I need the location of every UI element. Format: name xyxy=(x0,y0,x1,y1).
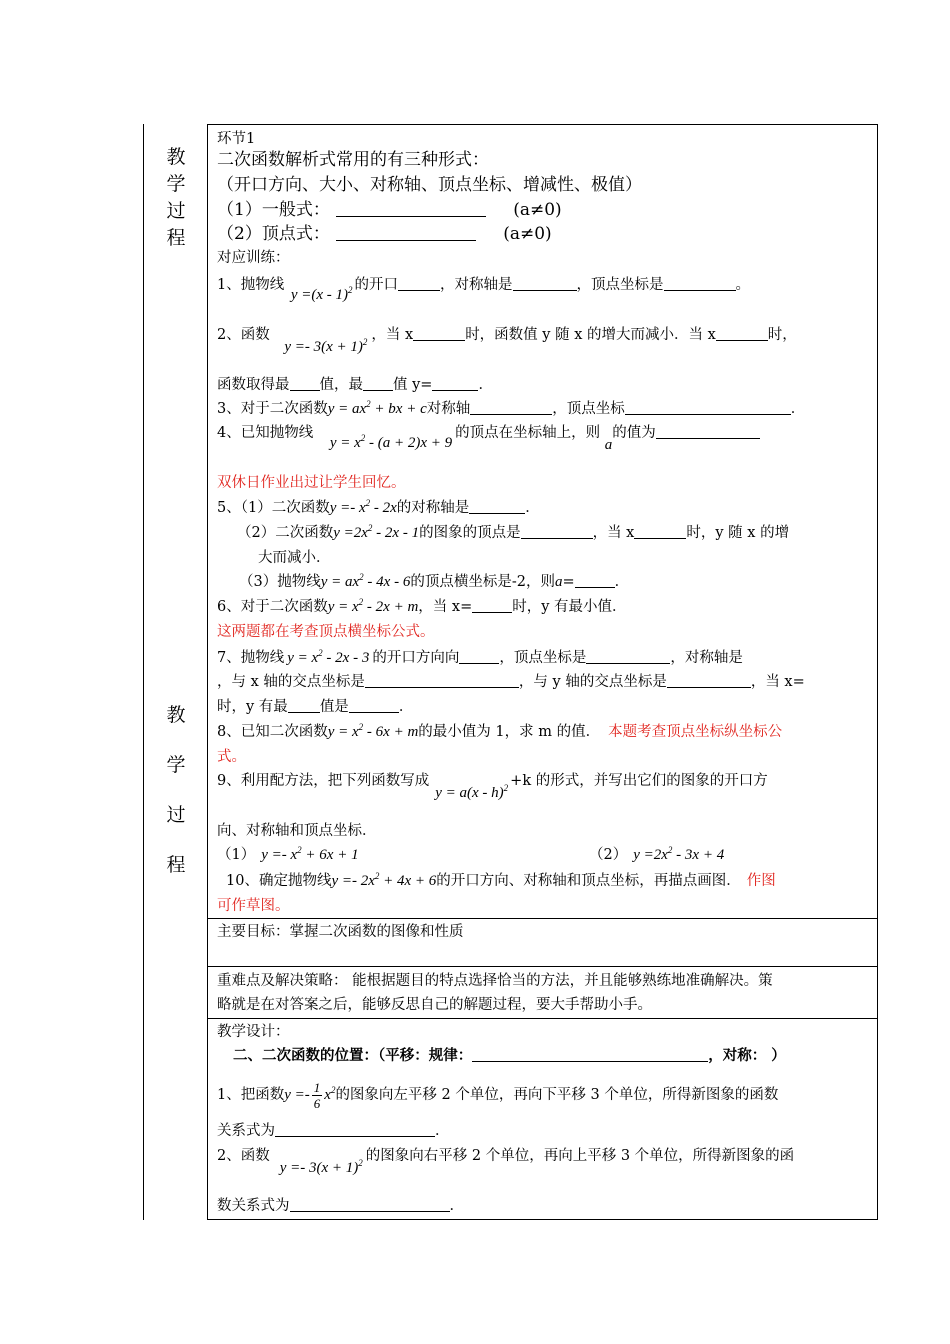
side-char: 程 xyxy=(166,227,186,249)
formula: y =(x - 1)$^2$ xyxy=(290,285,353,303)
answer-blank[interactable] xyxy=(398,276,440,291)
formula: $y =- x^2 - 2x$ xyxy=(329,498,397,516)
side-char: 过 xyxy=(166,200,186,222)
row-divider xyxy=(208,918,877,919)
design-question-2-line2: 数关系式为 ． xyxy=(217,1198,464,1214)
question-5-2: （2）二次函数$y =2x^2 - 2x - 1$的图象的顶点是 ，当 x 时，y 随 x 的增 xyxy=(237,523,790,541)
side-char: 学 xyxy=(166,754,186,776)
teaching-design-header: 教学设计： xyxy=(217,1024,290,1040)
formula: $y = ax^2 - 4x - 6$ xyxy=(320,572,411,590)
formula: $y = x^2 - 2x - 3$ xyxy=(287,648,370,666)
question-7: 7、抛物线 $y = x^2 - 2x - 3$ 的开口方向向 ，顶点坐标是 ，对称轴是 xyxy=(217,648,743,666)
answer-blank[interactable] xyxy=(469,499,525,514)
question-4: 4、已知抛物线 $y = x^2 - (a + 2)x + 9$的顶点在坐标轴上，则 a的值为 xyxy=(217,423,871,443)
answer-blank[interactable] xyxy=(290,376,320,391)
section-title: 二次函数解析式常用的有三种形式： xyxy=(217,150,489,170)
answer-blank[interactable] xyxy=(586,649,670,664)
answer-blank[interactable] xyxy=(288,698,320,713)
side-label-teaching-process-middle xyxy=(160,690,192,890)
translation-heading: 二、二次函数的位置：（平移：规律： ，对称： ） xyxy=(233,1048,786,1064)
answer-blank[interactable] xyxy=(716,326,768,341)
answer-blank[interactable] xyxy=(575,573,615,588)
answer-blank[interactable] xyxy=(413,326,465,341)
formula: $y =- 3(x + 1)^2$ xyxy=(279,1158,363,1176)
side-char: 程 xyxy=(166,854,186,876)
question-5-2-cont: 大而减小． xyxy=(258,550,331,566)
form-vertex: （2）顶点式： (a≠0) xyxy=(217,224,552,244)
question-3: 3、对于二次函数$y = ax^2$ + bx + c对称轴 ，顶点坐标 ． xyxy=(217,399,806,417)
formula: $y = ax^2$ + bx + c xyxy=(327,399,427,417)
answer-blank[interactable] xyxy=(656,424,760,439)
formula: $y = x^2 - 2x + m$ xyxy=(327,597,419,615)
key-points-line1: 重难点及解决策略： 能根据题目的特点选择恰当的方法，并且能够熟练地准确解决。策 xyxy=(217,973,773,989)
form-general: （1）一般式： (a≠0) xyxy=(217,200,562,220)
design-question-1: 1、把函数y =- $\frac{1}{6}$ $x^2$的图象向左平移 2 个单位，再向下平移 3 个单位，所得新图象的函数 xyxy=(217,1080,779,1111)
side-char: 学 xyxy=(166,173,186,195)
answer-blank[interactable] xyxy=(363,376,393,391)
row-divider xyxy=(208,1018,877,1019)
answer-blank[interactable] xyxy=(336,226,476,241)
question-7-line3: 时，y 有最 值是 ． xyxy=(217,699,414,715)
side-char: 过 xyxy=(166,804,186,826)
fraction: $\frac{1}{6}$ xyxy=(313,1080,321,1111)
question-2: 2、函数 $y =- 3(x + 1)^2$ ，当 x 时，函数值 y 随 x 的增大而减小．当 x 时， xyxy=(217,327,797,355)
side-label-teaching-process-top xyxy=(160,144,192,252)
design-question-1-line2: 关系式为 ． xyxy=(217,1123,450,1139)
answer-blank[interactable] xyxy=(275,1122,435,1137)
teacher-note-homework: 双休日作业出过让学生回忆。 xyxy=(217,475,406,491)
question-10-note-cont: 可作草图。 xyxy=(217,898,290,914)
teacher-note-vertex-x: 这两题都在考查顶点横坐标公式。 xyxy=(217,624,435,640)
answer-blank[interactable] xyxy=(470,400,552,415)
answer-blank[interactable] xyxy=(625,400,791,415)
answer-blank[interactable] xyxy=(459,649,499,664)
question-7-line2: ，与 x 轴的交点坐标是 ，与 y 轴的交点坐标是 ，当 x= xyxy=(217,674,805,690)
question-8-note-cont: 式。 xyxy=(217,749,246,765)
answer-blank[interactable] xyxy=(634,524,686,539)
question-8: 8、已知二次函数$y = x^2 - 6x + m$的最小值为 1，求 m 的值． 本题考查顶点坐标纵坐标公 xyxy=(217,722,783,740)
side-char: 教 xyxy=(166,704,186,726)
key-points-line2: 略就是在对答案之后，能够反思自己的解题过程，要大手帮助小手。 xyxy=(217,997,652,1013)
formula: $y =2x^2 - 2x - 1$ xyxy=(333,523,420,541)
answer-blank[interactable] xyxy=(667,673,751,688)
formula: y = a(x - h)$^2$ xyxy=(435,783,509,801)
lesson-table xyxy=(207,124,878,1220)
formula: $y =- 2x^2 + 4x + 6$ xyxy=(331,871,437,889)
question-1: 1、抛物线 y =(x - 1)$^2$ 的开口 ，对称轴是 ，顶点坐标是 。 xyxy=(217,277,751,303)
question-5-3: （3）抛物线$y = ax^2 - 4x - 6$的顶点横坐标是-2，则a= ． xyxy=(239,572,630,590)
question-9: 9、利用配方法，把下列函数写成y = a(x - h)$^2$ +k 的形式，并写出它们的图象的开口方 xyxy=(217,773,768,801)
formula: $y =- x^2 + 6x + 1$ xyxy=(261,845,359,863)
row-divider xyxy=(208,966,877,967)
question-5-1: 5、（1）二次函数$y =- x^2 - 2x$的对称轴是 ． xyxy=(217,498,540,516)
formula: $y = x^2 - (a + 2)x + 9$ xyxy=(329,433,453,451)
main-goal: 主要目标：掌握二次函数的图像和性质 xyxy=(217,924,464,940)
answer-blank[interactable] xyxy=(365,673,519,688)
answer-blank[interactable] xyxy=(513,276,577,291)
answer-blank[interactable] xyxy=(664,276,736,291)
side-char: 教 xyxy=(166,146,186,168)
formula: $y =- 3(x + 1)^2$ xyxy=(284,337,368,355)
question-6: 6、对于二次函数$y = x^2 - 2x + m$，当 x= 时，y 有最小值． xyxy=(217,597,627,615)
formula: $y = x^2 - 6x + m$ xyxy=(327,722,419,740)
question-9-parts: （1） $y =- x^2 + 6x + 1$ （2） $y =2x^2 - 3x + 4$ xyxy=(217,845,725,863)
answer-blank[interactable] xyxy=(336,202,486,217)
answer-blank[interactable] xyxy=(472,1047,708,1062)
answer-blank[interactable] xyxy=(290,1197,450,1212)
section-subtitle: （开口方向、大小、对称轴、顶点坐标、增减性、极值） xyxy=(217,175,642,195)
formula: y =- $\frac{1}{6}$ $x^2$ xyxy=(284,1080,336,1111)
answer-blank[interactable] xyxy=(472,598,512,613)
section-header: 环节1 xyxy=(217,131,256,147)
answer-blank[interactable] xyxy=(521,524,593,539)
left-margin-line xyxy=(143,124,144,1220)
question-9-part2: （2） $y =2x^2 - 3x + 4$ xyxy=(589,845,725,863)
question-9-line2: 向、对称轴和顶点坐标． xyxy=(217,823,377,839)
training-label: 对应训练： xyxy=(217,250,290,266)
answer-blank[interactable] xyxy=(432,376,478,391)
design-question-2: 2、函数$y =- 3(x + 1)^2$ 的图象向右平移 2 个单位，再向上平移 3 个单位，所得新图象的函 xyxy=(217,1148,795,1176)
question-2-line2: 函数取得最 值，最 值 y= ． xyxy=(217,377,493,393)
answer-blank[interactable] xyxy=(349,698,399,713)
question-10: 10、确定抛物线$y =- 2x^2 + 4x + 6$的开口方向、对称轴和顶点坐标，再描点画图． 作图 xyxy=(226,871,776,889)
